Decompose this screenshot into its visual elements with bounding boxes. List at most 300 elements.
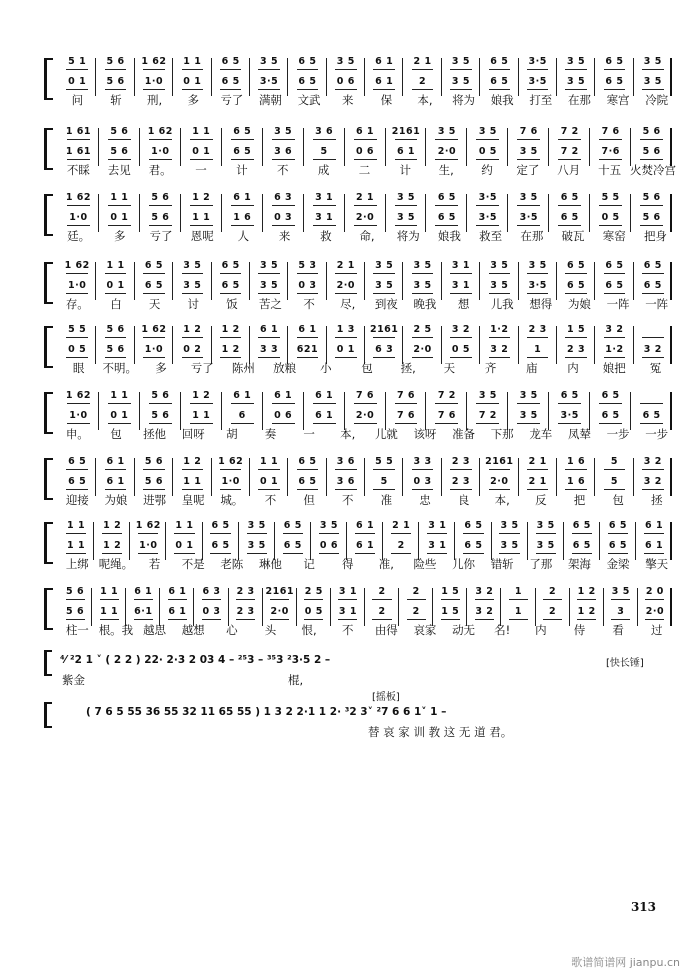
lyric-word: 本, [340, 427, 356, 441]
lower-voice-notes: 7 6 [437, 410, 456, 421]
lyric-word: 准, [378, 557, 394, 571]
beam-line [527, 273, 549, 274]
beam-line [395, 159, 418, 160]
lower-voice-notes: 0 1 [183, 76, 202, 87]
upper-voice-notes: 5 6 [144, 456, 163, 467]
lyric-word: 娘我 [437, 229, 461, 243]
lower-voice-notes: 1 2 [577, 606, 596, 617]
upper-voice-notes: 3 6 [315, 126, 334, 137]
beam-line [435, 423, 458, 424]
beam-line [395, 139, 418, 140]
upper-voice-notes: 1 2 [577, 586, 596, 597]
beam-line [450, 273, 472, 274]
lower-voice-notes: 1·2 [605, 344, 624, 355]
lower-voice-notes: 1·0 [139, 540, 158, 551]
lower-voice-notes: 3 2 [643, 476, 662, 487]
upper-voice-notes: 7 6 [519, 126, 538, 137]
lyric-word: 奏 [264, 427, 277, 441]
lower-voice-notes: 0 1 [192, 146, 211, 157]
beam-line [143, 489, 165, 490]
upper-voice-notes: 3 1 [338, 586, 357, 597]
upper-voice-notes: 2 1 [413, 56, 432, 67]
lower-voice-notes: 0 3 [274, 212, 293, 223]
lower-voice-notes: 6 5 [490, 76, 509, 87]
lyric-word: 儿我 [490, 297, 514, 311]
lyric-word: 放粮 [273, 361, 297, 375]
lyric-word: 一阵 [606, 297, 630, 311]
beam-line [66, 273, 88, 274]
lyric-word: 反 [535, 493, 547, 507]
beam-line [231, 403, 254, 404]
lower-voice-notes: 1·0 [151, 146, 170, 157]
lyric-word: 打至 [529, 93, 553, 107]
lyric-word: 陈州 [231, 361, 255, 375]
beam-line [149, 205, 172, 206]
upper-voice-notes: 1 62 [65, 192, 92, 203]
lower-voice-notes: 3·5 [528, 280, 547, 291]
beam-line [642, 293, 664, 294]
lower-voice-notes: 0 1 [260, 476, 279, 487]
beam-line [412, 89, 434, 90]
lyric-word: 凤辇 [567, 427, 591, 441]
beam-line [258, 489, 280, 490]
lyric-word: 错斩 [490, 557, 514, 571]
beam-line [450, 489, 472, 490]
beam-line [335, 273, 357, 274]
beam-line [149, 423, 172, 424]
lower-voice-notes: 2·0 [336, 280, 355, 291]
lyric-word: 满朝 [258, 93, 282, 107]
beam-line [231, 139, 254, 140]
upper-voice-notes: 1 62 [218, 456, 244, 467]
upper-voice-notes: 5 6 [106, 56, 125, 67]
lower-voice-notes: 5 6 [642, 212, 661, 223]
lower-voice-notes: 2 [419, 76, 427, 87]
lyric-word: 计 [399, 163, 412, 177]
beam-line [190, 205, 213, 206]
barline [670, 194, 672, 232]
beam-line [373, 69, 395, 70]
lower-voice-notes: 2 [549, 606, 557, 617]
lyric-word: 君。 [148, 163, 172, 177]
beam-line [373, 357, 395, 358]
lower-voice-notes: 0 1 [106, 280, 125, 291]
beam-line [640, 403, 663, 404]
lower-voice-notes: 1 2 [221, 344, 240, 355]
upper-voice-notes: 1 62 [141, 56, 167, 67]
beam-line [427, 553, 447, 554]
upper-voice-notes: 3 5 [413, 260, 432, 271]
lower-voice-notes: 7·6 [601, 146, 620, 157]
beam-line [258, 89, 280, 90]
upper-voice-notes: 3 2 [475, 586, 494, 597]
lower-voice-notes: 2·0 [355, 212, 375, 223]
lyric-word: 琳他 [258, 557, 282, 571]
upper-voice-notes: 5 6 [151, 390, 170, 401]
lyric-word: 准备 [452, 427, 476, 441]
beam-line [338, 619, 357, 620]
beam-line [450, 293, 472, 294]
beam-line [335, 337, 357, 338]
lower-voice-notes: 2 3 [451, 476, 470, 487]
upper-voice-notes: 3 5 [183, 260, 202, 271]
beam-line [599, 205, 622, 206]
beam-line [435, 403, 458, 404]
lyric-word: 一 [303, 427, 315, 441]
lyric-word: 来 [278, 229, 291, 243]
beam-line [313, 403, 336, 404]
line10-notes: ⁴⁄ ²2 1 ˅ ( 2 2 ) 22· 2·3 2 03 4 – ²⁵3 – ³⁵3 ²3·5 2 – [60, 654, 331, 666]
lower-voice-notes: 6 5 [605, 280, 624, 291]
beam-line [270, 619, 289, 620]
beam-line [527, 337, 549, 338]
beam-line [220, 69, 242, 70]
beam-line [642, 357, 664, 358]
lower-voice-notes: 0 2 [183, 344, 202, 355]
beam-line [182, 89, 204, 90]
beam-line [565, 69, 587, 70]
beam-line [297, 273, 319, 274]
beam-line [608, 553, 628, 554]
upper-voice-notes: 6 1 [298, 324, 317, 335]
beam-line [108, 159, 131, 160]
beam-line [258, 293, 280, 294]
upper-voice-notes: 5 3 [298, 260, 317, 271]
lyric-word: 问 [71, 93, 84, 107]
lower-voice-notes: 3 5 [183, 280, 202, 291]
beam-line [565, 293, 587, 294]
beam-line [435, 139, 458, 140]
lower-voice-notes: 5 6 [110, 146, 129, 157]
lower-voice-notes: 2·0 [490, 476, 509, 487]
lyric-word: 包 [612, 493, 624, 507]
beam-line [476, 225, 499, 226]
upper-voice-notes: 3 5 [375, 260, 394, 271]
upper-voice-notes: 6 1 [134, 586, 153, 597]
beam-line [517, 403, 540, 404]
upper-voice-notes: 3 1 [315, 192, 334, 203]
upper-voice-notes: 3 1 [451, 260, 470, 271]
beam-line [644, 533, 664, 534]
beam-line [108, 225, 131, 226]
system-brace [44, 58, 53, 100]
beam-line [527, 489, 549, 490]
beam-line [66, 357, 88, 358]
beam-line [338, 599, 357, 600]
beam-line [149, 403, 172, 404]
lower-voice-notes: 1 [514, 606, 523, 617]
beam-line [313, 139, 336, 140]
lower-voice-notes: 6 5 [605, 76, 624, 87]
beam-line [272, 139, 295, 140]
lower-voice-notes: 6 1 [396, 146, 415, 157]
lower-voice-notes: 6 5 [233, 146, 252, 157]
beam-line [527, 69, 549, 70]
lower-voice-notes: 3 5 [519, 410, 538, 421]
lower-voice-notes: 3 5 [451, 76, 470, 87]
beam-line [435, 205, 458, 206]
beam-line [558, 205, 581, 206]
beam-line [645, 619, 664, 620]
beam-line [67, 159, 90, 160]
upper-voice-notes: 6 5 [605, 56, 624, 67]
beam-line [391, 533, 411, 534]
upper-voice-notes: 1 5 [567, 324, 586, 335]
lyric-word: 斩 [110, 93, 122, 107]
upper-voice-notes: 1 62 [147, 126, 173, 137]
lyric-word: 去见 [107, 163, 131, 177]
lyric-word: 娘把 [602, 361, 626, 375]
upper-voice-notes: 1 2 [183, 324, 202, 335]
beam-line [258, 69, 280, 70]
upper-voice-notes: 7 2 [437, 390, 456, 401]
beam-line [354, 403, 377, 404]
beam-line [640, 139, 663, 140]
upper-voice-notes: 3 5 [528, 260, 547, 271]
upper-voice-notes: 3 3 [413, 456, 432, 467]
beam-line [134, 599, 153, 600]
system-brace [44, 326, 53, 368]
beam-line [517, 423, 540, 424]
lyric-word: 破瓦 [561, 229, 585, 243]
beam-line [335, 469, 357, 470]
beam-line [236, 619, 255, 620]
lower-voice-notes: 0 6 [356, 146, 375, 157]
lyric-word: 到夜 [374, 297, 398, 311]
beam-line [476, 423, 499, 424]
beam-line [313, 159, 336, 160]
lyric-word: 晚我 [413, 297, 437, 311]
beam-line [604, 337, 626, 338]
upper-voice-notes: 3 5 [611, 586, 630, 597]
beam-line [642, 489, 664, 490]
lower-voice-notes: 2 [397, 540, 405, 551]
lower-voice-notes: 0 6 [274, 410, 293, 421]
lower-voice-notes: 3 1 [428, 540, 447, 551]
upper-voice-notes: 6 1 [233, 390, 252, 401]
lower-voice-notes: 2 3 [236, 606, 255, 617]
beam-line [210, 553, 230, 554]
lower-voice-notes: 3 2 [490, 344, 509, 355]
beam-line [527, 89, 549, 90]
beam-line [475, 599, 494, 600]
beam-line [604, 469, 626, 470]
lower-voice-notes: 6 5 [560, 212, 579, 223]
upper-voice-notes: 2 [378, 586, 386, 597]
upper-voice-notes: 6 5 [144, 260, 163, 271]
upper-voice-notes: 6 1 [375, 56, 394, 67]
beam-line [517, 139, 540, 140]
lyric-word: 上绑 [65, 557, 89, 571]
lyric-word: 尽, [340, 297, 356, 311]
beam-line [536, 533, 556, 534]
lyric-word: 想 [457, 297, 470, 311]
lower-voice-notes: 5 6 [151, 410, 170, 421]
beam-line [247, 553, 267, 554]
lower-voice-notes: 1 1 [67, 540, 86, 551]
beam-line [67, 139, 90, 140]
lyrics-row-1 [58, 92, 676, 108]
upper-voice-notes: 2 0 [645, 586, 664, 597]
upper-voice-notes: 6 5 [601, 390, 620, 401]
beam-line [558, 159, 581, 160]
lyric-word: 皇呢 [181, 493, 205, 507]
beam-line [599, 403, 622, 404]
upper-voice-notes: 2 1 [392, 520, 411, 531]
lyric-word: 把身 [643, 229, 667, 243]
lower-voice-notes: 3·5 [528, 76, 547, 87]
beam-line [489, 357, 511, 358]
beam-line [272, 159, 295, 160]
barline [670, 392, 672, 430]
lyric-word: 苦之 [258, 297, 282, 311]
upper-voice-notes: 3 2 [643, 456, 662, 467]
lower-voice-notes: 0 3 [298, 280, 317, 291]
lower-voice-notes: 5 [380, 476, 388, 487]
beam-line [577, 599, 596, 600]
lower-voice-notes: 6 5 [211, 540, 230, 551]
lower-voice-notes: 3 2 [643, 344, 662, 355]
beam-line [304, 599, 323, 600]
upper-voice-notes: 2 [412, 586, 420, 597]
beam-line [572, 553, 592, 554]
lower-voice-notes: 6 5 [144, 280, 163, 291]
lower-voice-notes: 0 1 [175, 540, 194, 551]
lyrics-row-5 [58, 360, 676, 376]
beam-line [100, 599, 119, 600]
beam-line [372, 619, 391, 620]
beam-line [441, 619, 460, 620]
beam-line [231, 225, 254, 226]
beam-line [66, 533, 86, 534]
lyric-word: 由得 [374, 623, 398, 637]
lower-voice-notes: 6 5 [221, 280, 240, 291]
lyric-word: 眼 [72, 361, 85, 375]
upper-voice-notes: 3 5 [437, 126, 456, 137]
lyric-word: 存。 [65, 297, 89, 311]
beam-line [450, 337, 472, 338]
upper-voice-notes: 3 2 [451, 324, 470, 335]
upper-voice-notes: 5 5 [601, 192, 620, 203]
system-brace [44, 128, 53, 170]
lower-voice-notes: 2 [412, 606, 420, 617]
beam-line [604, 293, 626, 294]
beam-line [190, 159, 213, 160]
beam-line [543, 619, 562, 620]
beam-line [108, 205, 131, 206]
beam-line [475, 619, 494, 620]
beam-line [67, 403, 90, 404]
beam-line [354, 225, 377, 226]
lower-voice-notes: 3 [617, 606, 625, 617]
lower-voice-notes: 6 5 [464, 540, 483, 551]
beam-line [599, 159, 622, 160]
lower-voice-notes: 3 3 [260, 344, 279, 355]
lower-voice-notes: 1 1 [192, 212, 211, 223]
lower-voice-notes: 0 3 [202, 606, 221, 617]
lower-voice-notes: 5 6 [642, 146, 661, 157]
lyric-word: 名! [494, 623, 511, 637]
lyric-word: 多 [114, 229, 126, 243]
beam-line [220, 469, 242, 470]
lyrics-row-2 [58, 162, 676, 178]
lower-voice-notes: 6 1 [645, 540, 664, 551]
lyric-word: 架海 [567, 557, 591, 571]
lyric-word: 小 [320, 361, 332, 375]
lyric-word: 亏了 [149, 229, 173, 243]
beam-line [297, 293, 319, 294]
lower-voice-notes: 3 5 [567, 76, 586, 87]
lyric-word: 越想 [181, 623, 205, 637]
beam-line [517, 159, 540, 160]
lower-voice-notes: 2·0 [413, 344, 432, 355]
beam-line [66, 337, 88, 338]
lyric-word: 过 [650, 623, 663, 637]
lower-voice-notes: 6 5 [642, 410, 661, 421]
upper-voice-notes: 5 1 [68, 56, 87, 67]
lower-voice-notes: 621 [296, 344, 319, 355]
upper-voice-notes: 2 1 [356, 192, 375, 203]
upper-voice-notes: 3 5 [567, 56, 586, 67]
beam-line [355, 553, 375, 554]
barline [670, 58, 672, 96]
lyric-word: 老陈 [220, 557, 244, 571]
lyric-word: 柱一 [65, 623, 89, 637]
beam-line [642, 89, 664, 90]
upper-voice-notes: 1·2 [490, 324, 509, 335]
lyric-word: 城。 [220, 493, 244, 507]
lower-voice-notes: 3 1 [338, 606, 357, 617]
beam-line [373, 469, 395, 470]
upper-voice-notes: 3 5 [260, 56, 279, 67]
lower-voice-notes: 3 6 [336, 476, 355, 487]
beam-line [272, 205, 295, 206]
beam-line [313, 423, 336, 424]
beam-line [66, 619, 85, 620]
lower-voice-notes: 3·5 [560, 410, 579, 421]
beam-line [395, 205, 418, 206]
lower-voice-notes: 6 1 [375, 76, 394, 87]
beam-line [143, 357, 165, 358]
line10-lyric-b: 棍, [288, 673, 304, 687]
line11-tag: [摇板] [372, 692, 400, 703]
upper-voice-notes: 3 1 [428, 520, 447, 531]
lower-voice-notes: 6 1 [168, 606, 187, 617]
lyric-word: 火焚冷宫 [630, 163, 677, 177]
lower-voice-notes: 7 6 [396, 410, 415, 421]
beam-line [509, 599, 528, 600]
lower-voice-notes: 0 1 [110, 410, 129, 421]
lyric-word: 儿就 [374, 427, 398, 441]
lyric-word: 不 [276, 163, 289, 177]
lyric-word: 白 [110, 297, 122, 311]
lyric-word: 不明。 [102, 361, 138, 375]
lyric-word: 定了 [516, 163, 540, 177]
lower-voice-notes: 3 5 [536, 540, 555, 551]
lyrics-row-3 [58, 228, 676, 244]
beam-line [102, 533, 122, 534]
lyric-word: 迎接 [65, 493, 89, 507]
beam-line [407, 619, 426, 620]
lower-voice-notes: 3·5 [478, 212, 498, 223]
beam-line [182, 357, 204, 358]
beam-line [134, 619, 153, 620]
lower-voice-notes: 0 6 [319, 540, 338, 551]
lower-voice-notes: 1 61 [65, 146, 92, 157]
beam-line [565, 273, 587, 274]
beam-line [319, 533, 339, 534]
beam-line [463, 553, 483, 554]
